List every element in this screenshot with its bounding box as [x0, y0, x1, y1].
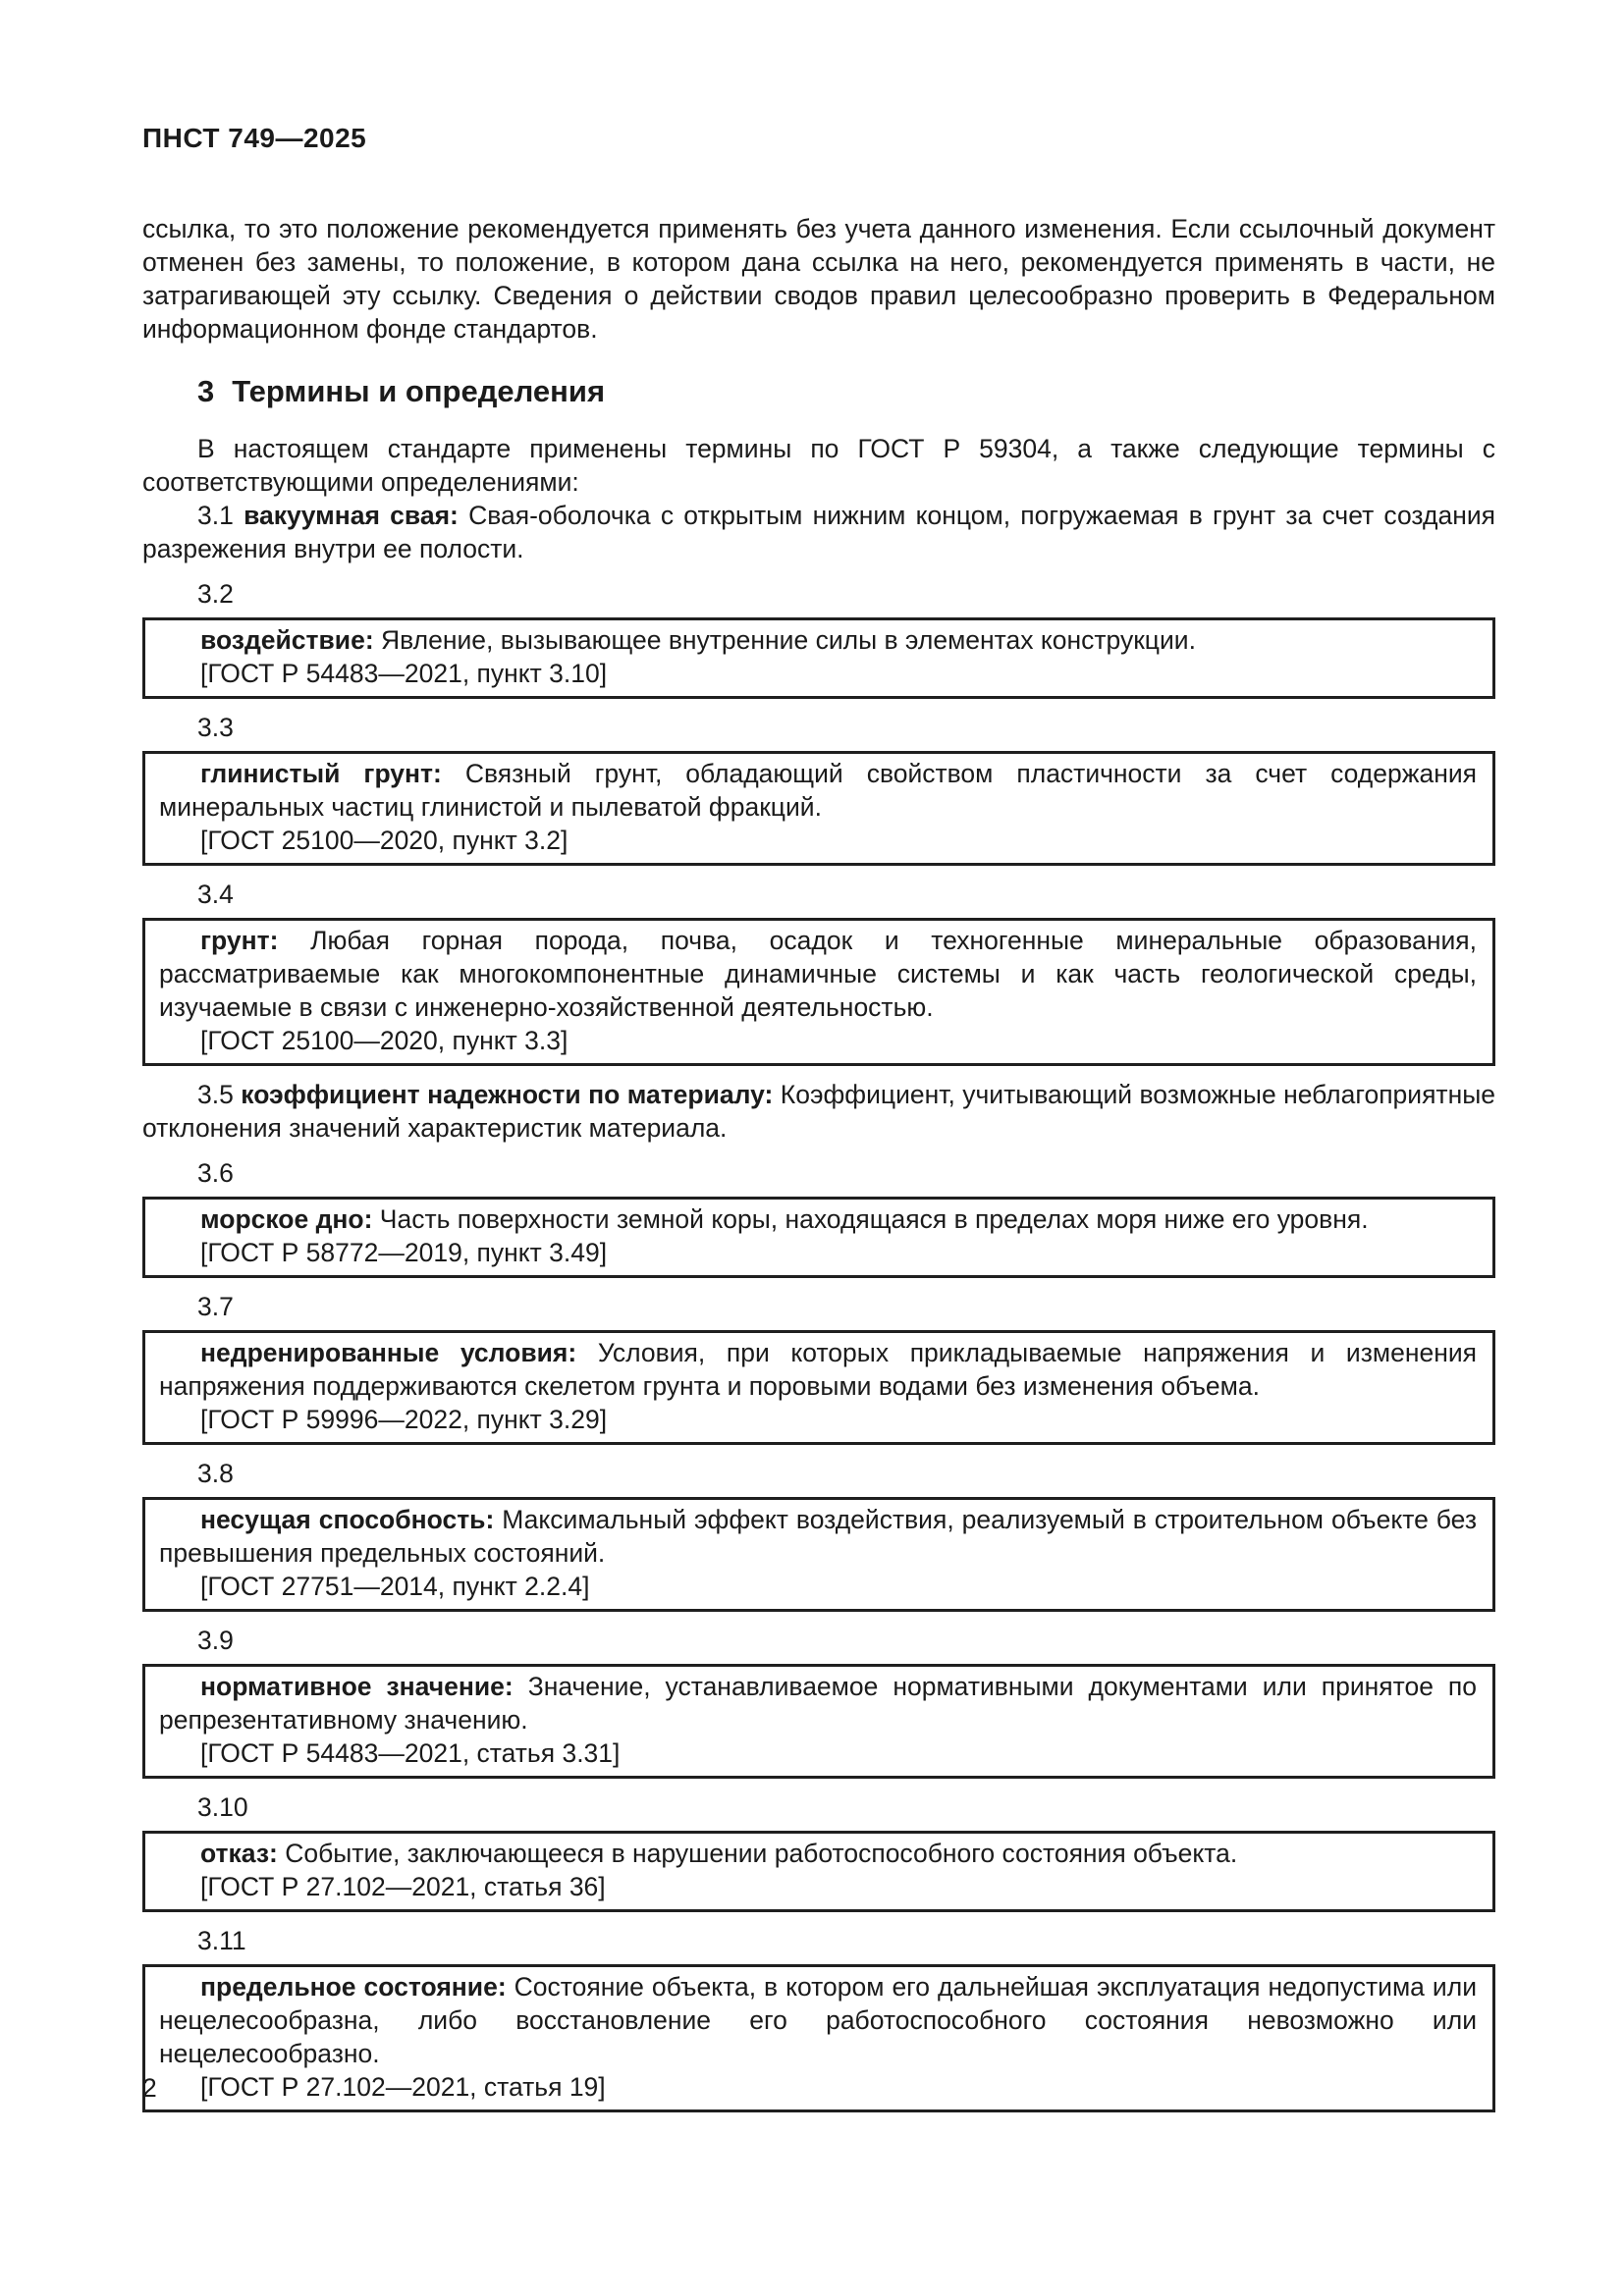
- intro-paragraph: ссылка, то это положение рекомендуется применять без учета данного изменения. Если ссылочный документ отменен без замены, то положение, в котором дана ссылка на него, рекомендуется применять в части, не затрагивающей эту ссылку. Сведения о действии сводов правил целесообразно проверить в Федеральном информационном фонде стандартов.: [142, 214, 1495, 344]
- doc-code-header: ПНСТ 749—2025: [142, 123, 367, 153]
- term-name: коэффициент надежности по материалу:: [241, 1080, 774, 1109]
- term-name: морское дно:: [200, 1204, 373, 1234]
- term-source: [ГОСТ 25100—2020, пункт 3.3]: [200, 1026, 568, 1055]
- term-source: [ГОСТ 25100—2020, пункт 3.2]: [200, 826, 568, 855]
- term-source: [ГОСТ 27751—2014, пункт 2.2.4]: [200, 1572, 590, 1601]
- term-name: вакуумная свая:: [244, 501, 459, 530]
- term-definition: нормативное значение: Значение, устанавливаемое нормативными документами или принятое по репрезентативному значению.: [159, 1672, 1477, 1735]
- term-number: 3.11: [197, 1926, 246, 1955]
- term-definition: отказ: Событие, заключающееся в нарушении работоспособного состояния объекта.: [200, 1839, 1238, 1868]
- term-item-3-1: [142, 499, 1495, 565]
- term-number: 3.7: [197, 1292, 234, 1321]
- term-definition: воздействие: Явление, вызывающее внутренние силы в элементах конструкции.: [200, 625, 1196, 655]
- term-number: 3.10: [197, 1792, 248, 1822]
- term-number: 3.8: [197, 1459, 234, 1488]
- term-box-3-7: [142, 1330, 1495, 1445]
- term-definition: Коэффициент, учитывающий возможные неблагоприятные отклонения значений характеристик материала.: [142, 1080, 1495, 1143]
- term-name: предельное состояние:: [200, 1972, 507, 2002]
- term-definition: несущая способность: Максимальный эффект воздействия, реализуемый в строительном объекте без превышения предельных состояний.: [159, 1505, 1477, 1568]
- term-name: недренированные условия:: [200, 1338, 577, 1367]
- term-box-3-6: [142, 1197, 1495, 1278]
- section-lead-paragraph: В настоящем стандарте применены термины по ГОСТ Р 59304, а также следующие термины с соответствующими определениями:: [142, 434, 1495, 497]
- section-heading: [142, 375, 1495, 408]
- term-box-3-2: [142, 617, 1495, 699]
- term-name: нормативное значение:: [200, 1672, 514, 1701]
- term-source: [ГОСТ Р 27.102—2021, статья 19]: [200, 2072, 606, 2102]
- term-number: 3.6: [197, 1158, 234, 1188]
- term-box-3-8: [142, 1497, 1495, 1612]
- term-name: глинистый грунт:: [200, 759, 442, 788]
- term-number: 3.9: [197, 1626, 234, 1655]
- term-definition: глинистый грунт: Связный грунт, обладающий свойством пластичности за счет содержания минеральных частиц глинистой и пылеватой фракций.: [159, 759, 1477, 822]
- term-name: воздействие:: [200, 625, 374, 655]
- term-definition: Свая-оболочка с открытым нижним концом, погружаемая в грунт за счет создания разрежения внутри ее полости.: [142, 501, 1495, 563]
- term-number: 3.3: [197, 713, 234, 742]
- term-source: [ГОСТ Р 27.102—2021, статья 36]: [200, 1872, 606, 1901]
- page-content: [142, 122, 1495, 2112]
- term-definition: недренированные условия: Условия, при которых прикладываемые напряжения и изменения напряжения поддерживаются скелетом грунта и поровыми водами без изменения объема.: [159, 1338, 1477, 1401]
- term-source: [ГОСТ Р 54483—2021, пункт 3.10]: [200, 659, 608, 688]
- term-number: 3.4: [197, 880, 234, 909]
- term-definition: предельное состояние: Состояние объекта, в котором его дальнейшая эксплуатация недопустима или нецелесообразна, либо восстановление его работоспособного состояния невозможно или нецелесообразно.: [159, 1972, 1477, 2068]
- term-name: несущая способность:: [200, 1505, 495, 1534]
- term-definition: грунт: Любая горная порода, почва, осадок и техногенные минеральные образования, рассматриваемые как многокомпонентные динамичные системы и как часть геологической среды, изучаемые в связи с инженерно-хозяйственной деятельностью.: [159, 926, 1477, 1022]
- page-number: 2: [142, 2073, 157, 2103]
- term-box-3-4: [142, 918, 1495, 1066]
- term-box-3-3: [142, 751, 1495, 866]
- term-source: [ГОСТ Р 58772—2019, пункт 3.49]: [200, 1238, 608, 1267]
- term-box-3-9: [142, 1664, 1495, 1779]
- term-number: 3.2: [197, 579, 234, 609]
- term-number: 3.1: [197, 501, 234, 530]
- section-title: Термины и определения: [232, 374, 606, 408]
- term-source: [ГОСТ Р 59996—2022, пункт 3.29]: [200, 1405, 608, 1434]
- section-number: 3: [197, 374, 215, 408]
- term-name: отказ:: [200, 1839, 278, 1868]
- term-box-3-11: [142, 1964, 1495, 2112]
- term-definition: морское дно: Часть поверхности земной коры, находящаяся в пределах моря ниже его уровня.: [200, 1204, 1369, 1234]
- term-box-3-10: [142, 1831, 1495, 1912]
- term-source: [ГОСТ Р 54483—2021, статья 3.31]: [200, 1738, 621, 1768]
- term-number: 3.5: [197, 1080, 234, 1109]
- term-name: грунт:: [200, 926, 279, 955]
- term-item-3-5: [142, 1078, 1495, 1145]
